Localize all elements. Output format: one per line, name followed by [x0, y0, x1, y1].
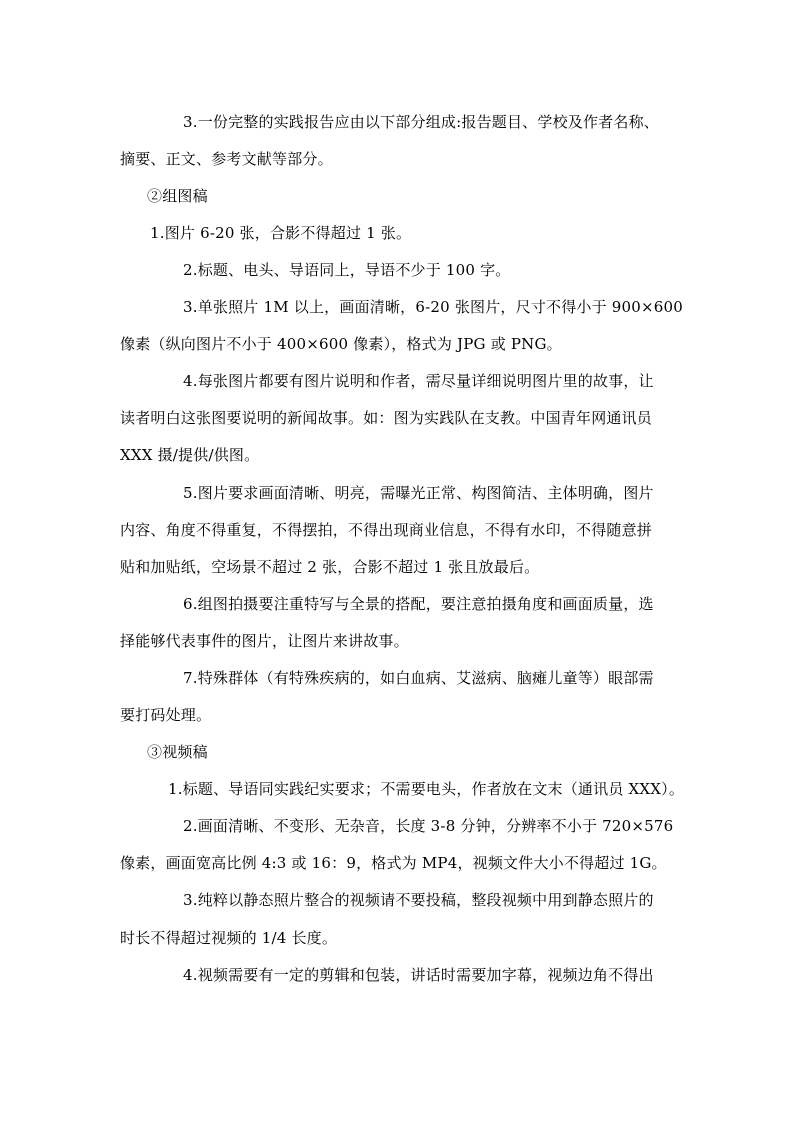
section-heading-video: ③视频稿 [147, 743, 208, 761]
section-heading-photo-set: ②组图稿 [147, 187, 208, 205]
paragraph-line: 要打码处理。 [120, 706, 212, 724]
paragraph-line: 2.标题、电头、导语同上，导语不少于 100 字。 [183, 261, 511, 279]
paragraph-line: 择能够代表事件的图片，让图片来讲故事。 [120, 632, 409, 650]
paragraph-line: 4.视频需要有一定的剪辑和包装，讲话时需要加字幕，视频边角不得出 [183, 966, 654, 984]
paragraph-line: 摘要、正文、参考文献等部分。 [120, 150, 333, 168]
paragraph-line: 1.标题、导语同实践纪实要求；不需要电头，作者放在文末（通讯员 XXX）。 [168, 780, 685, 798]
paragraph-line: 7.特殊群体（有特殊疾病的，如白血病、艾滋病、脑瘫儿童等）眼部需 [183, 669, 654, 687]
paragraph-line: 读者明白这张图要说明的新闻故事。如：图为实践队在支教。中国青年网通讯员 [120, 409, 653, 427]
paragraph-line: 4.每张图片都要有图片说明和作者，需尽量详细说明图片里的故事，让 [183, 372, 654, 390]
paragraph-line: 贴和加贴纸，空场景不超过 2 张，合影不超过 1 张且放最后。 [120, 558, 540, 576]
paragraph-line: 6.组图拍摄要注重特写与全景的搭配，要注意拍摄角度和画面质量，选 [183, 595, 654, 613]
paragraph-line: 5.图片要求画面清晰、明亮，需曝光正常、构图简洁、主体明确，图片 [183, 484, 654, 502]
paragraph-line: XXX 摄/提供/供图。 [120, 446, 260, 464]
paragraph-line: 时长不得超过视频的 1/4 长度。 [120, 929, 338, 947]
paragraph-line: 像素（纵向图片不小于 400×600 像素），格式为 JPG 或 PNG。 [120, 335, 562, 353]
paragraph-line: 内容、角度不得重复，不得摆拍，不得出现商业信息，不得有水印，不得随意拼 [120, 521, 653, 539]
paragraph-line: 2.画面清晰、不变形、无杂音，长度 3-8 分钟，分辨率不小于 720×576 [183, 817, 674, 835]
paragraph-line: 3.纯粹以静态照片整合的视频请不要投稿，整段视频中用到静态照片的 [183, 891, 654, 909]
paragraph-line: 3.一份完整的实践报告应由以下部分组成:报告题目、学校及作者名称、 [183, 113, 659, 131]
paragraph-line: 1.图片 6-20 张，合影不得超过 1 张。 [150, 224, 412, 242]
paragraph-line: 3.单张照片 1M 以上，画面清晰，6-20 张图片，尺寸不得小于 900×600 [183, 298, 684, 316]
paragraph-line: 像素，画面宽高比例 4:3 或 16：9，格式为 MP4，视频文件大小不得超过 1G。 [120, 854, 667, 872]
